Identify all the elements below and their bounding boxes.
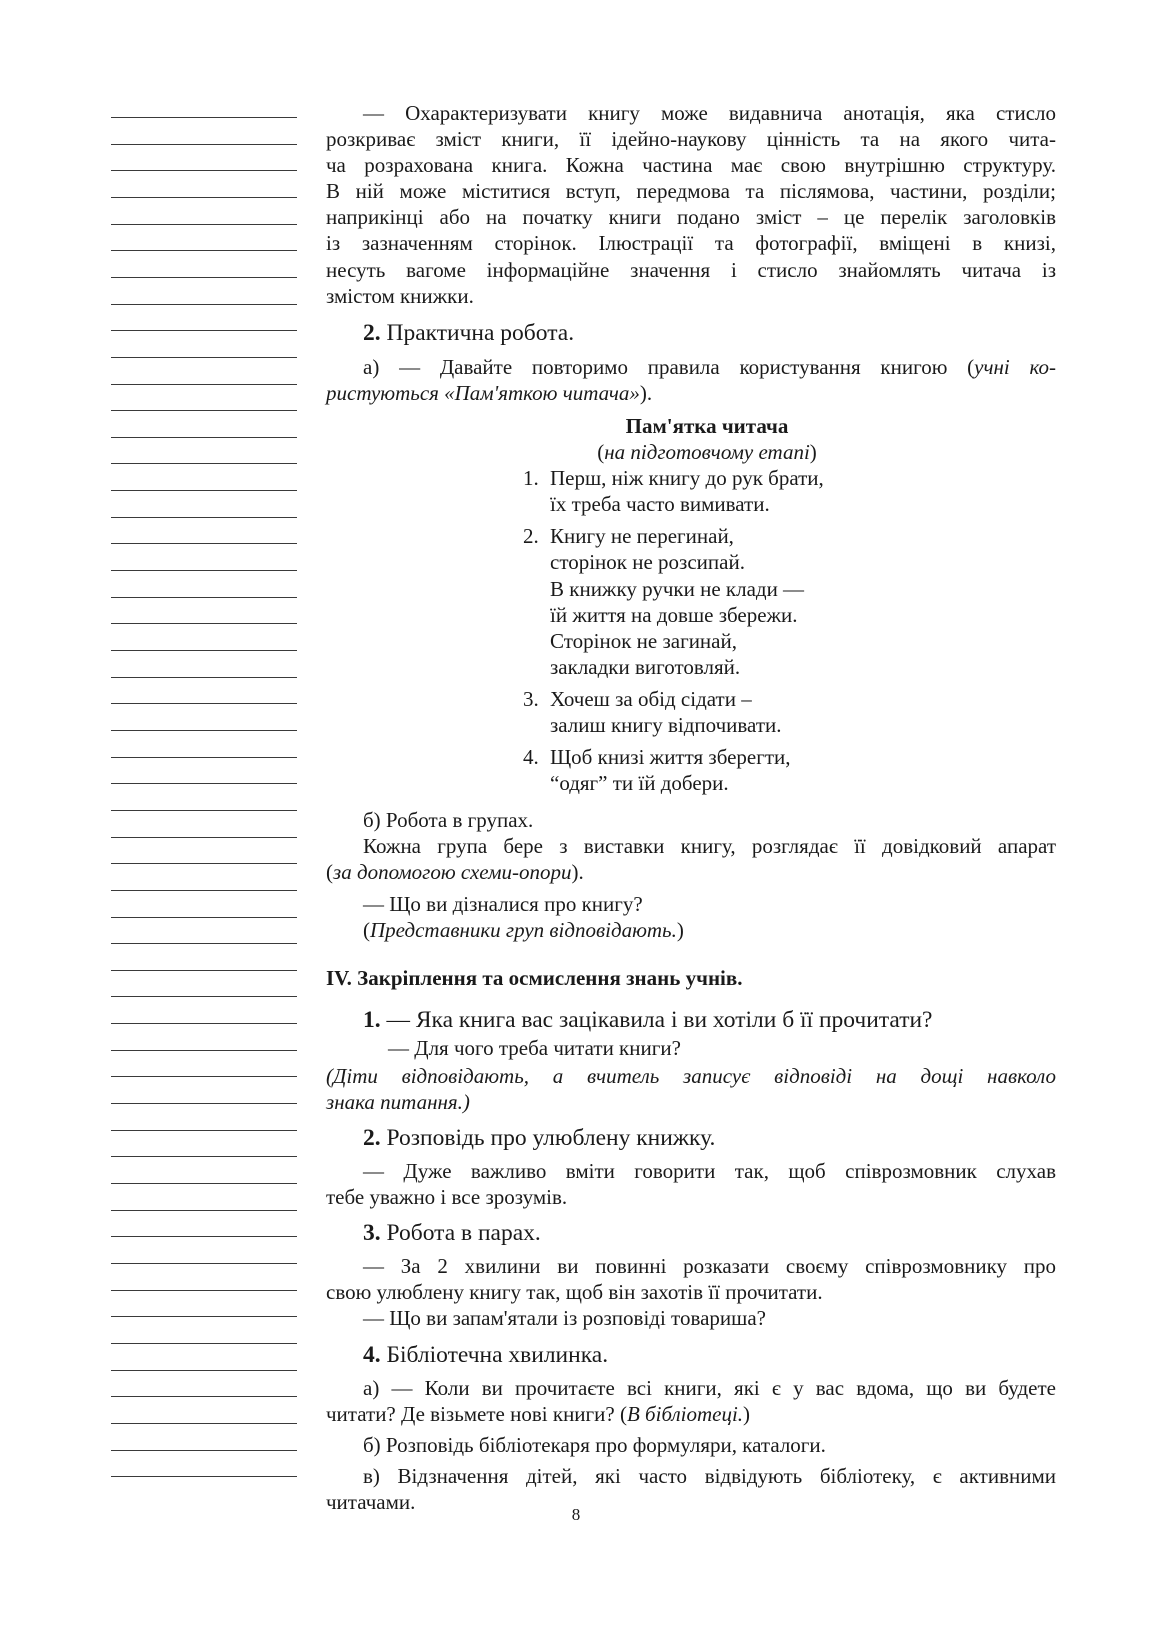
heading-number: 2. [363,1125,381,1152]
note-line [111,277,297,278]
memo-rules [326,465,1056,796]
text-line: тебе уважно і все зрозумів. [326,1185,568,1210]
rule-line: Хочеш за обід сідати – [550,686,752,711]
text-line [326,380,1056,406]
note-line [111,410,297,411]
note-line [111,837,297,838]
note-line [111,1396,297,1397]
note-line [111,384,297,385]
italic-line: (Діти відповідають, а вчитель записує відповіді на дощі навколо [326,1063,1056,1088]
rule-lines [550,523,804,680]
note-line [111,1450,297,1451]
text-line: В ній може міститися вступ, передмова та післямова, частини, розділи; [326,179,1056,204]
note-line [111,1236,297,1237]
note-line [111,1476,297,1477]
practical-heading [363,318,1056,348]
note-line [111,650,297,651]
heading-number: 1. [363,1006,381,1033]
rule-number: 2. [523,524,539,549]
italic-span: на підготовчому етапі [604,440,810,465]
rule-line: Перш, ніж книгу до рук брати, [550,466,824,491]
note-line [111,730,297,731]
text-line: — За 2 хвилини ви повинні розказати своєму співрозмовнику про [363,1254,1056,1279]
note-line [111,1156,297,1157]
text-span: ) [809,440,817,465]
note-line [111,117,297,118]
heading-number: 3. [363,1220,381,1247]
text-line: наприкінці або на початку книги подано зміст – це перелік заголовків [326,205,1056,230]
question-line: — Для чого треба читати книги? [388,1035,681,1060]
text-line: читачами. [326,1489,416,1514]
note-line [111,1290,297,1291]
rule-line: В книжку ручки не клади — [550,576,805,601]
note-line [111,597,297,598]
rule-lines [550,465,824,517]
text-line: несуть вагоме інформаційне значення і стисло знайомлять читача із [326,257,1056,282]
question-3 [363,1218,1056,1248]
groups-title: б) Робота в групах. [363,808,534,833]
note-line [111,304,297,305]
note-line [111,1370,297,1371]
rule-number: 3. [523,686,539,711]
question-3-block [326,1218,1056,1331]
memo-subtitle [358,439,1056,465]
note-line [111,357,297,358]
heading-title: — Яка книга вас зацікавила і ви хотіли б її прочитати? [386,1006,933,1033]
text-line: із зазначенням сторінок. Ілюстрації та фотографії, вміщені в книзі, [326,231,1056,256]
note-line [111,1050,297,1051]
text-line: — Дуже важливо вміти говорити так, щоб співрозмовник слухав [363,1159,1056,1184]
note-line [111,1316,297,1317]
italic-span: Представники груп відповідають. [370,917,677,942]
text-span: ) [676,917,684,942]
memo-rule [523,465,1056,517]
text-span: ( [363,917,370,942]
intro-paragraph [326,100,1056,309]
text-line [326,1401,1056,1427]
rule-line: Щоб книзі життя зберегти, [550,745,791,770]
rule-line: залиш книгу відпочивати. [550,712,782,737]
text-line: б) Розповідь бібліотекаря про формуляри, каталоги. [363,1432,826,1457]
memo-rule [523,686,1056,738]
note-line [111,1210,297,1211]
question-2 [363,1123,1056,1153]
heading-title: Бібліотечна хвилинка. [386,1341,609,1368]
note-line [111,1263,297,1264]
rule-number: 4. [523,745,539,770]
practical-a-paragraph [326,354,1056,406]
main-text [326,100,1056,1515]
text-line: а) — Коли ви прочитаєте всі книги, які є у вас вдома, що ви будете [363,1375,1056,1400]
note-line [111,783,297,784]
text-span: ). [571,860,584,885]
note-line [111,996,297,997]
note-line [111,863,297,864]
note-line [111,170,297,171]
rule-line: їх треба часто вимивати. [550,492,770,517]
text-span: ( [597,440,605,465]
heading-title: Розповідь про улюблену книжку. [386,1125,716,1152]
heading-title: Робота в парах. [386,1220,541,1247]
note-line [111,917,297,918]
rule-lines [550,744,791,796]
rule-line: сторінок не розсипай. [550,550,745,575]
italic-span: учні ко- [974,354,1057,379]
answer-line [326,917,1056,943]
note-line [111,1423,297,1424]
note-line [111,570,297,571]
question-4-block [326,1340,1056,1515]
note-line [111,517,297,518]
text-span: ) [743,1401,751,1426]
note-line [111,810,297,811]
text-line [326,859,1056,885]
memo-rule [523,744,1056,796]
note-line [111,1130,297,1131]
rule-line: Сторінок не загинай, [550,628,737,653]
rule-number: 1. [523,466,539,491]
note-line [111,623,297,624]
rule-line: “одяг” ти їй добери. [550,771,729,796]
note-line [111,224,297,225]
note-line [111,703,297,704]
note-line [111,1076,297,1077]
note-line [111,1023,297,1024]
note-line [111,437,297,438]
page-number: 8 [571,1505,581,1524]
question-1-block [326,1005,1056,1115]
italic-span: ристуються «Пам'яткою читача» [326,380,640,405]
note-line [111,757,297,758]
note-line [111,970,297,971]
question-1 [363,1005,1056,1035]
note-line [111,890,297,891]
text-span: а) — Давайте повторимо правила користування книгою ( [363,354,975,379]
text-span: ). [639,380,653,405]
note-line [111,543,297,544]
note-line [111,1343,297,1344]
text-line: свою улюблену книгу так, щоб він захотів її прочитати. [326,1280,823,1305]
rule-line: Книгу не перегинай, [550,524,734,549]
question-4 [363,1340,1056,1370]
note-line [111,197,297,198]
heading-number: 4. [363,1341,381,1368]
text-line: змістом книжки. [326,283,474,308]
italic-line: знака питання.) [326,1090,470,1114]
text-line: розкриває зміст книги, її ідейно-наукову цінність та на якого чита- [326,127,1056,152]
question-2-block [326,1123,1056,1210]
text-line: в) Відзначення дітей, які часто відвідують бібліотеку, є активними [363,1463,1056,1488]
groups-block [326,807,1056,942]
italic-span: за допомогою схеми-опори [333,860,572,885]
question-line: — Що ви запам'ятали із розповіді товариша? [363,1306,766,1331]
note-line [111,463,297,464]
question-line: — Що ви дізналися про книгу? [363,891,643,916]
notes-column [111,0,297,1629]
heading-number: 2. [363,319,381,346]
rule-lines [550,686,782,738]
text-span: ( [326,860,333,885]
heading-title: Практична робота. [386,319,575,346]
note-line [111,490,297,491]
text-line: Кожна група бере з виставки книгу, розглядає її довідковий апарат [363,834,1056,859]
note-line [111,250,297,251]
italic-span: В бібліотеці. [626,1401,744,1426]
text-line [326,354,1056,380]
note-line [111,677,297,678]
section-heading: IV. Закріплення та осмислення знань учнів. [326,965,743,990]
note-line [111,330,297,331]
note-line [111,943,297,944]
memo-rule [523,523,1056,680]
memo-title: Пам'ятка читача [625,413,789,438]
text-line: ча розрахована книга. Кожна частина має свою внутрішню структуру. [326,153,1056,178]
note-line [111,1183,297,1184]
rule-line: закладки виготовляй. [550,654,741,679]
reader-memo [326,408,1056,796]
rule-line: їй життя на довше збережи. [550,602,798,627]
text-line: — Охарактеризувати книгу може видавнича анотація, яка стисло [363,101,1056,125]
note-line [111,144,297,145]
text-span: читати? Де візьмете нові книги? ( [326,1401,627,1426]
note-line [111,1103,297,1104]
